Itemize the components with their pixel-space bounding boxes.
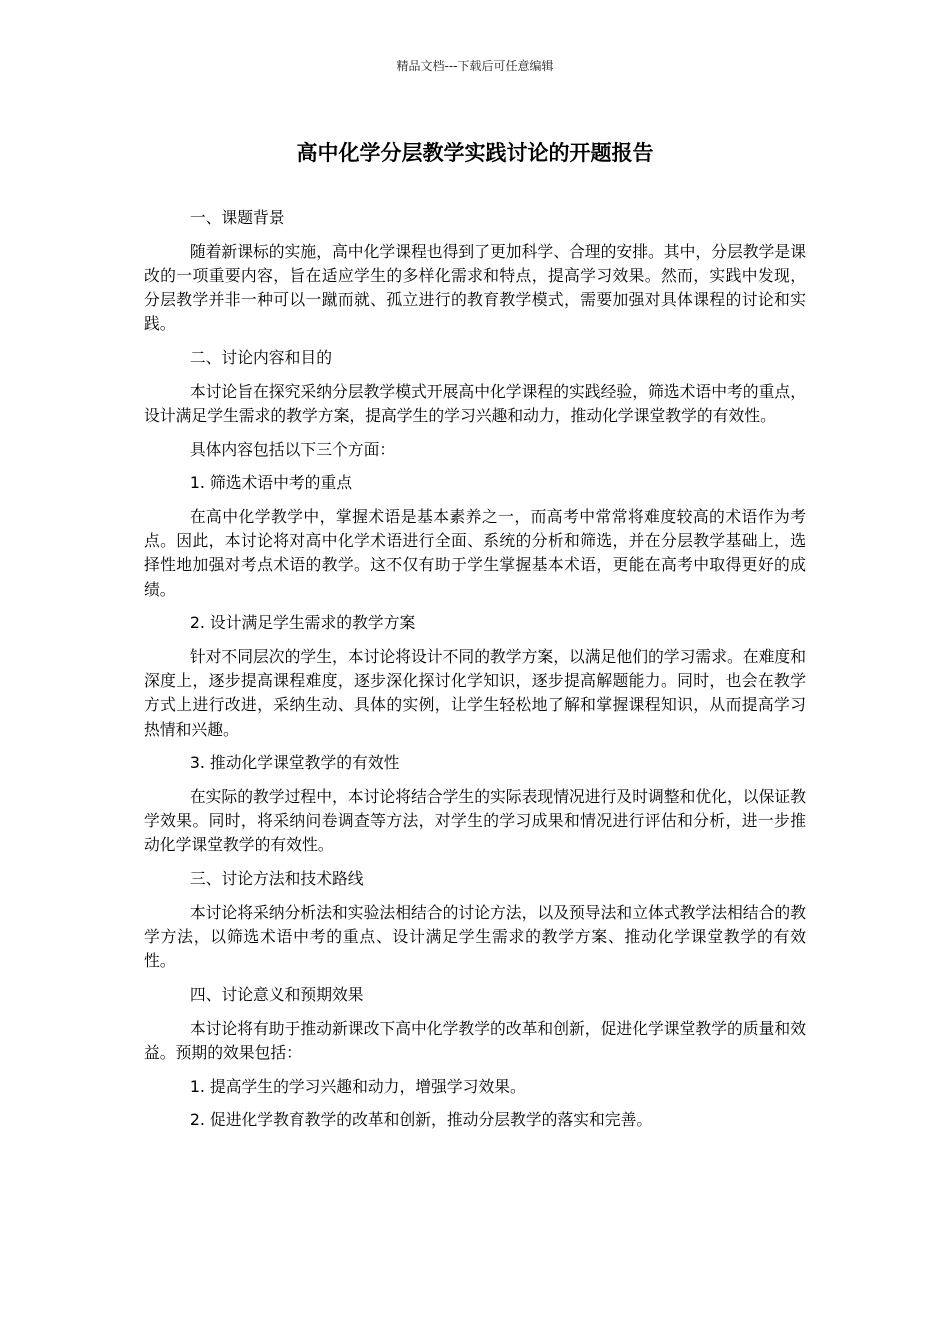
section-heading-methods: 三、讨论方法和技术路线 bbox=[189, 869, 364, 889]
paragraph-subitem-1: 在高中化学教学中，掌握术语是基本素养之一，而高考中常常将难度较高的术语作为考点。因此，本讨论将对高中化学术语进行全面、系统的分析和筛选，并在分层教学基础上，选择性地加强对考点术语的教学。这不仅有助于学生掌握基本术语，更能在高考中取得更好的成绩。 bbox=[144, 507, 806, 599]
document-body bbox=[144, 206, 806, 1142]
paragraph-background: 随着新课标的实施，高中化学课程也得到了更加科学、合理的安排。其中，分层教学是课改的一项重要内容，旨在适应学生的多样化需求和特点，提高学习效果。然而，实践中发现，分层教学并非一种可以一蹴而就、孤立进行的教育教学模式，需要加强对具体课程的讨论和实践。 bbox=[144, 241, 806, 334]
subheading-1: 1. 筛选术语中考的重点 bbox=[189, 473, 353, 493]
subheading-2: 2. 设计满足学生需求的教学方案 bbox=[189, 613, 416, 633]
paragraph-content-intro: 具体内容包括以下三个方面： bbox=[189, 439, 396, 459]
expected-effect-1: 1. 提高学生的学习兴趣和动力，增强学习效果。 bbox=[189, 1076, 526, 1096]
expected-effect-2: 2. 促进化学教育教学的改革和创新，推动分层教学的落实和完善。 bbox=[189, 1110, 653, 1130]
paragraph-purpose: 本讨论旨在探究采纳分层教学模式开展高中化学课程的实践经验，筛选术语中考的重点，设计满足学生需求的教学方案，提高学生的学习兴趣和动力，推动化学课堂教学的有效性。 bbox=[144, 381, 806, 425]
paragraph-significance: 本讨论将有助于推动新课改下高中化学教学的改革和创新，促进化学课堂教学的质量和效益。预期的效果包括： bbox=[144, 1018, 806, 1062]
page-header: 精品文档---下载后可任意编辑 bbox=[396, 59, 554, 73]
paragraph-subitem-3: 在实际的教学过程中，本讨论将结合学生的实际表现情况进行及时调整和优化，以保证教学效果。同时，将采纳问卷调查等方法，对学生的学习成果和情况进行评估和分析，进一步推动化学课堂教学的有效性。 bbox=[144, 787, 806, 855]
section-heading-content-purpose: 二、讨论内容和目的 bbox=[189, 348, 332, 368]
section-heading-significance: 四、讨论意义和预期效果 bbox=[189, 984, 364, 1004]
paragraph-subitem-2: 针对不同层次的学生，本讨论将设计不同的教学方案，以满足他们的学习需求。在难度和深度上，逐步提高课程难度，逐步深化探讨化学知识，逐步提高解题能力。同时，也会在教学方式上进行改进，采纳生动、具体的实例，让学生轻松地了解和掌握课程知识，从而提高学习热情和兴趣。 bbox=[144, 647, 806, 739]
document-title: 高中化学分层教学实践讨论的开题报告 bbox=[296, 141, 654, 165]
subheading-3: 3. 推动化学课堂教学的有效性 bbox=[189, 753, 400, 773]
section-heading-background: 一、课题背景 bbox=[189, 208, 285, 227]
paragraph-methods: 本讨论将采纳分析法和实验法相结合的讨论方法，以及预导法和立体式教学法相结合的教学方法，以筛选术语中考的重点、设计满足学生需求的教学方案、推动化学课堂教学的有效性。 bbox=[144, 902, 806, 971]
